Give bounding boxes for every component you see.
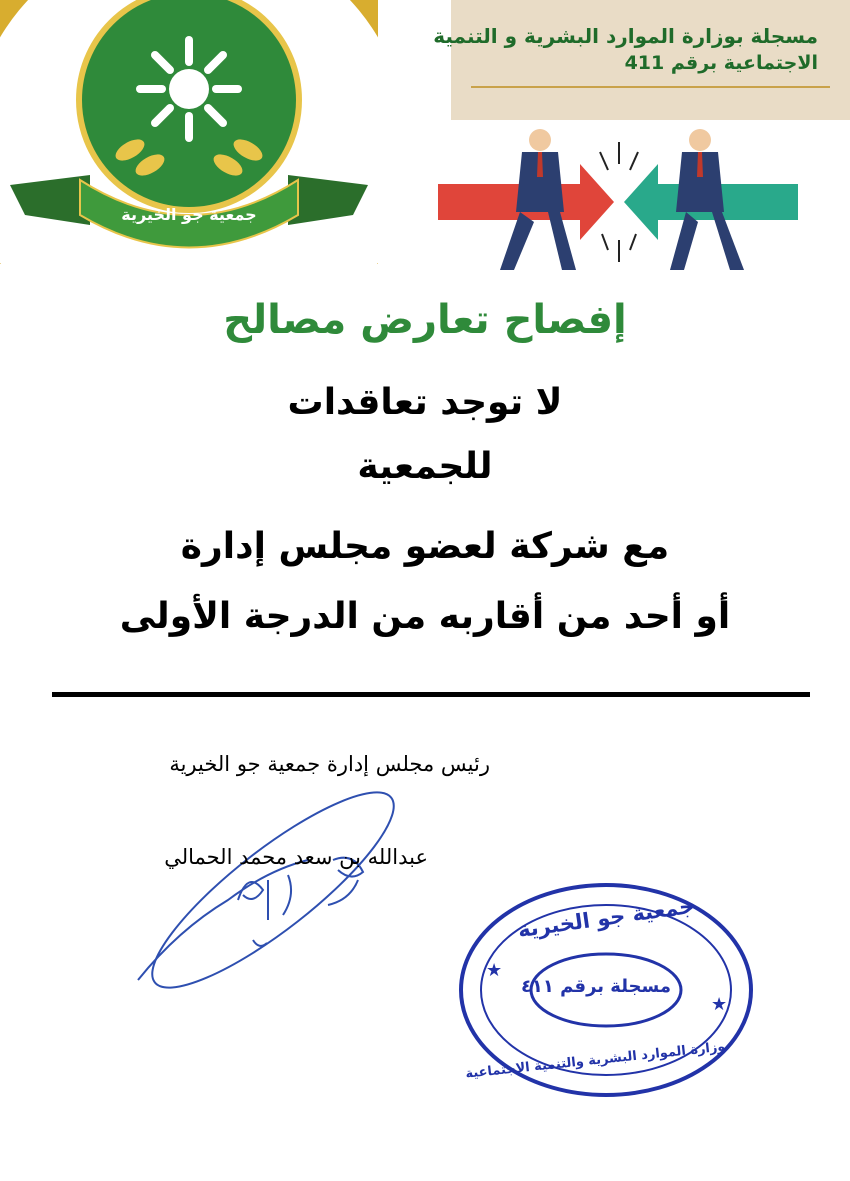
- stamp-middle-text: مسجلة برقم ٤١١: [520, 976, 671, 997]
- registration-line-1: مسجلة بوزارة الموارد البشرية و التنمية: [433, 24, 818, 48]
- stamp-bottom-text: وزارة الموارد البشرية والتنمية الاجتماعية: [464, 1039, 727, 1082]
- conflict-of-interest-icon: [430, 122, 810, 274]
- registration-banner: [433, 0, 850, 120]
- svg-text:★: ★: [486, 960, 503, 981]
- statement-line-4: أو أحد من أقاربه من الدرجة الأولى: [119, 596, 731, 637]
- stamp-top-text: جمعية جو الخيرية: [516, 893, 696, 943]
- handwritten-signature: [118, 790, 418, 1005]
- registration-divider: [471, 86, 830, 88]
- registration-line-2: الاجتماعية برقم 411: [624, 52, 818, 74]
- statement-line-1: لا توجد تعاقدات: [287, 382, 563, 423]
- organization-logo: [0, 0, 378, 264]
- signatory-name: عبدالله بن سعد محمد الحمالي: [164, 845, 428, 869]
- horizontal-divider: [52, 692, 810, 697]
- document-title: إفصاح تعارض مصالح: [223, 297, 627, 343]
- official-stamp: [456, 880, 756, 1100]
- statement-line-2: للجمعية: [357, 446, 493, 487]
- statement-line-3: مع شركة لعضو مجلس إدارة: [180, 526, 670, 567]
- svg-text:★: ★: [711, 994, 728, 1015]
- signatory-role: رئيس مجلس إدارة جمعية جو الخيرية: [169, 752, 490, 776]
- logo-ribbon-text: جمعية جو الخيرية: [121, 205, 257, 224]
